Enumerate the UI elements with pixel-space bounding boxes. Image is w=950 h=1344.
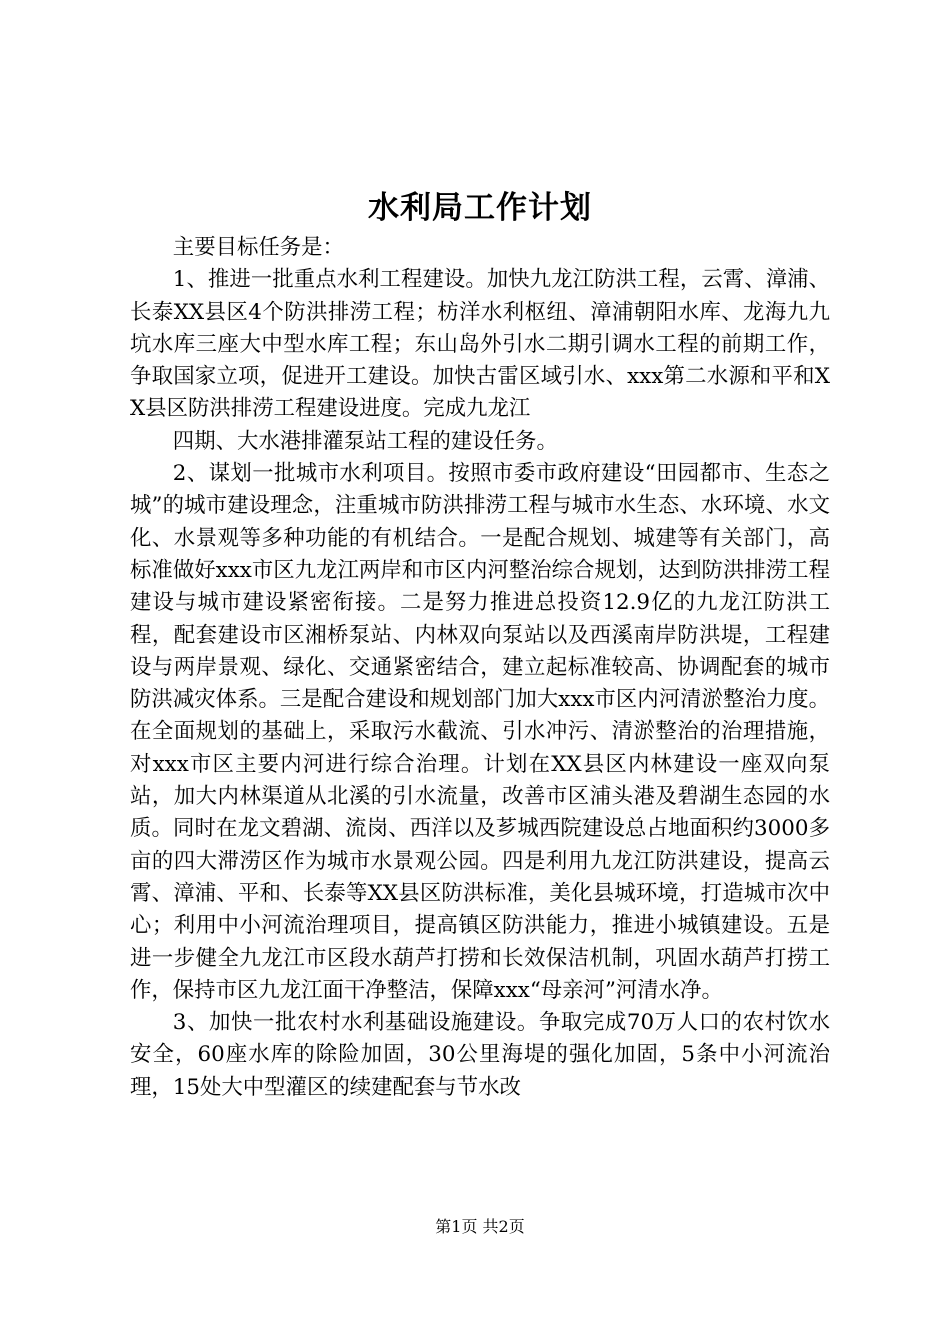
paragraph: 1、推进一批重点水利工程建设。加快九龙江防洪工程，云霄、漳浦、长泰XX县区4个防洪排涝工程；枋洋水利枢纽、漳浦朝阳水库、龙海九九坑水库三座大中型水库工程；东山岛外引水二期引调水工程的前期工作，争取国家立项，促进开工建设。加快古雷区域引水、xxx第二水源和平和XX县区防洪排涝工程建设进度。完成九龙江 [130, 267, 830, 422]
document-body [130, 232, 830, 1104]
document-title: 水利局工作计划 [368, 190, 592, 226]
paragraph: 3、加快一批农村水利基础设施建设。争取完成70万人口的农村饮水安全，60座水库的除险加固，30公里海堤的强化加固，5条中小河流治理，15处大中型灌区的续建配套与节水改 [130, 1010, 830, 1100]
page-number-footer: 第1页 共2页 [435, 1217, 525, 1236]
document-page [130, 0, 830, 1344]
paragraph: 四期、大水港排灌泵站工程的建设任务。 [172, 428, 558, 454]
paragraph: 主要目标任务是： [172, 235, 344, 260]
paragraph: 2、谋划一批城市水利项目。按照市委市政府建设“田园都市、生态之城”的城市建设理念，注重城市防洪排涝工程与城市水生态、水环境、水文化、水景观等多种功能的有机结合。一是配合规划、城建等有关部门，高标准做好xxx市区九龙江两岸和市区内河整治综合规划，达到防洪排涝工程建设与城市建设紧密衔接。二是努力推进总投资12.9亿的九龙江防洪工程，配套建设市区湘桥泵站、内林双向泵站以及西溪南岸防洪堤，工程建设与两岸景观、绿化、交通紧密结合，建立起标准较高、协调配套的城市防洪减灾体系。三是配合建设和规划部门加大xxx市区内河清淤整治力度。在全面规划的基础上，采取污水截流、引水冲污、清淤整治的治理措施，对xxx市区主要内河进行综合治理。计划在XX县区内林建设一座双向泵站，加大内林渠道从北溪的引水流量，改善市区浦头港及碧湖生态园的水质。同时在龙文碧湖、流岗、西洋以及芗城西院建设总占地面积约3000多亩的四大滞涝区作为城市水景观公园。四是利用九龙江防洪建设，提高云霄、漳浦、平和、长泰等XX县区防洪标准，美化县城环境，打造城市次中心；利用中小河流治理项目，提高镇区防洪能力，推进小城镇建设。五是进一步健全九龙江市区段水葫芦打捞和长效保洁机制，巩固水葫芦打捞工作，保持市区九龙江面干净整洁，保障xxx“母亲河”河清水净。 [130, 461, 830, 1003]
